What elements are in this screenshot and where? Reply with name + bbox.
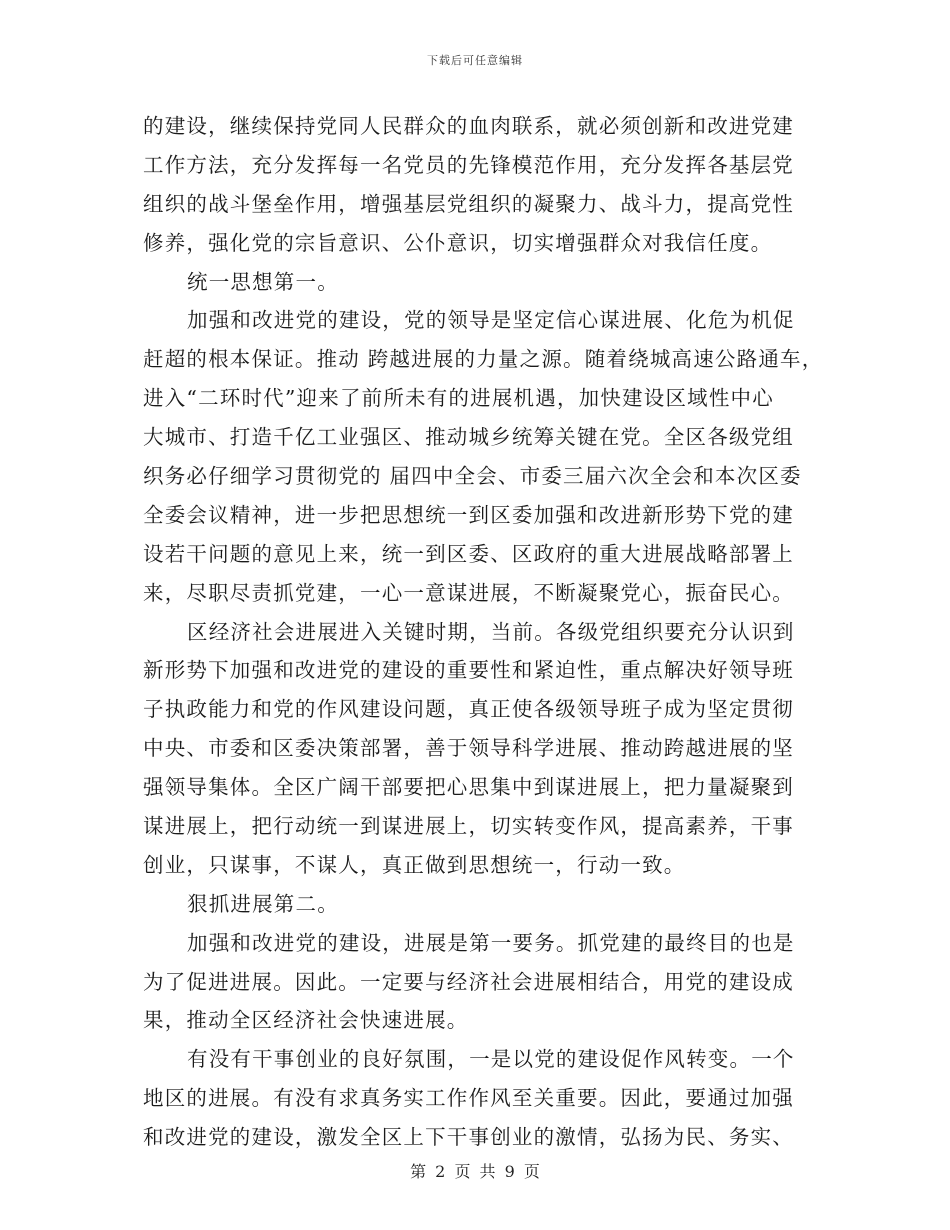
text-line: 果，推动全区经济社会快速进展。 xyxy=(143,1008,469,1033)
text-line: 有没有干事创业的良好氛围，一是以党的建设促作风转变。一个 xyxy=(187,1047,795,1072)
text-line: 来，尽职尽责抓党建，一心一意谋进展，不断凝聚党心，振奋民心。 xyxy=(143,580,794,605)
text-line: 的建设，继续保持党同人民群众的血肉联系，就必须创新和改进党建 xyxy=(143,114,794,138)
text-line: 织务必仔细学习贯彻党的 届四中全会、市委三届六次全会和本次区委 xyxy=(143,464,802,489)
text-line: 新形势下加强和改进党的建设的重要性和紧迫性，重点解决好领导班 xyxy=(143,658,794,683)
text-line: 设若干问题的意见上来，统一到区委、区政府的重大进展战略部署上 xyxy=(143,541,794,566)
text-line: 创业，只谋事，不谋人，真正做到思想统一，行动一致。 xyxy=(143,852,686,877)
text-line: 全委会议精神，进一步把思想统一到区委加强和改进新形势下党的建 xyxy=(143,502,794,527)
text-line: 强领导集体。全区广阔干部要把心思集中到谋进展上，把力量凝聚到 xyxy=(143,775,794,800)
section-heading: 狠抓进展第二。 xyxy=(187,891,339,916)
text-line: 进入“二环时代”迎来了前所未有的进展机遇，加快建设区域性中心 xyxy=(143,386,774,411)
text-line: 谋进展上，把行动统一到谋进展上，切实转变作风，提高素养，干事 xyxy=(143,814,794,839)
text-line: 修养，强化党的宗旨意识、公仆意识，切实增强群众对我信任度。 xyxy=(143,230,773,255)
text-line: 工作方法，充分发挥每一名党员的先锋模范作用，充分发挥各基层党 xyxy=(143,152,794,177)
text-line: 地区的进展。有没有求真务实工作作风至关重要。因此，要通过加强 xyxy=(143,1086,794,1111)
text-line: 加强和改进党的建设，党的领导是坚定信心谋进展、化危为机促 xyxy=(187,308,795,333)
text-line: 加强和改进党的建设，进展是第一要务。抓党建的最终目的也是 xyxy=(187,930,795,955)
text-line: 中央、市委和区委决策部署，善于领导科学进展、推动跨越进展的坚 xyxy=(143,736,794,761)
text-line: 赶超的根本保证。推动 跨越进展的力量之源。随着绕城高速公路通车， xyxy=(143,347,824,372)
page-header: 下载后可任意编辑 xyxy=(427,54,523,67)
text-line: 组织的战斗堡垒作用，增强基层党组织的凝聚力、战斗力，提高党性 xyxy=(143,191,794,216)
text-line: 区经济社会进展进入关键时期，当前。各级党组织要充分认识到 xyxy=(187,619,795,644)
text-line: 和改进党的建设，激发全区上下干事创业的激情，弘扬为民、务实、 xyxy=(143,1125,794,1150)
text-line: 子执政能力和党的作风建设问题，真正使各级领导班子成为坚定贯彻 xyxy=(143,697,794,722)
text-line: 为了促进进展。因此。一定要与经济社会进展相结合，用党的建设成 xyxy=(143,969,794,994)
text-line: 大城市、打造千亿工业强区、推动城乡统筹关键在党。全区各级党组 xyxy=(143,425,794,450)
document-body xyxy=(143,107,824,1157)
section-heading: 统一思想第一。 xyxy=(187,269,339,294)
page-footer: 第 2 页 共 9 页 xyxy=(410,1162,540,1181)
